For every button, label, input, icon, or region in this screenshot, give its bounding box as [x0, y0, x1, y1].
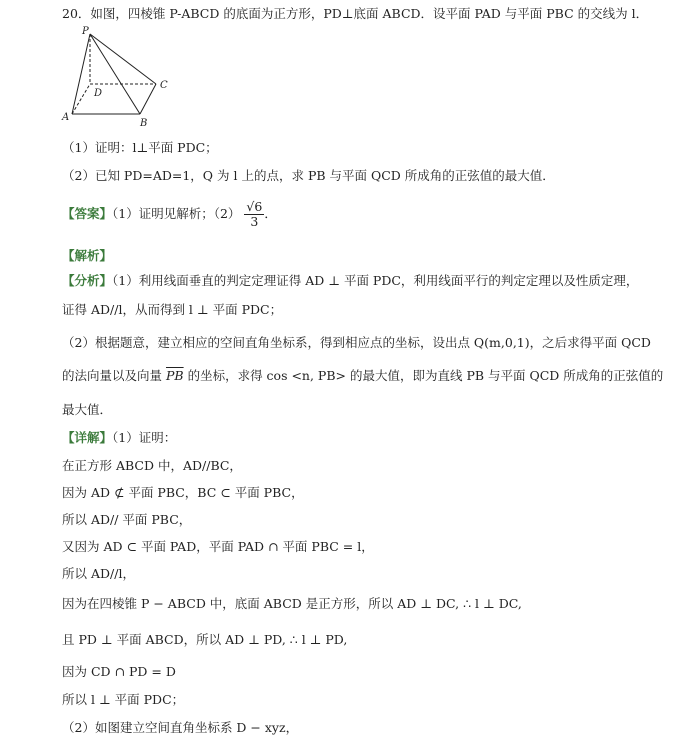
- detail-line: 所以 AD// 平面 PBC，: [62, 512, 192, 527]
- answer-tag: 【答案】: [62, 205, 113, 221]
- analysis-tag: 【解析】: [62, 248, 113, 263]
- detail-line: 又因为 AD ⊂ 平面 PAD，平面 PAD ∩ 平面 PBC = l，: [62, 539, 374, 554]
- answer-end: ．: [264, 205, 277, 221]
- answer-line: [62, 200, 277, 229]
- detail-line: 所以 AD//l，: [62, 566, 135, 581]
- answer-fraction: [244, 200, 264, 229]
- edge-BC: [140, 84, 156, 114]
- detail-line: 所以 l ⊥ 平面 PDC；: [62, 692, 185, 707]
- fraction-denominator: 3: [250, 213, 259, 229]
- edge-PB: [90, 34, 140, 114]
- detail-tag: 【详解】: [62, 430, 113, 445]
- fenxi-line: [62, 271, 638, 289]
- analysis-line2: 证得 AD//l，从而得到 l ⊥ 平面 PDC；: [62, 302, 283, 317]
- detail-line: 因为在四棱锥 P − ABCD 中，底面 ABCD 是正方形，所以 AD ⊥ DC, ∴ l ⊥ DC,: [62, 596, 522, 611]
- label-C: C: [160, 80, 168, 91]
- analysis-line1: （1）利用线面垂直的判定定理证得 AD ⊥ 平面 PDC，利用线面平行的判定定理以及性质定理，: [112, 273, 639, 288]
- detail-line: 且 PD ⊥ 平面 ABCD，所以 AD ⊥ PD, ∴ l ⊥ PD,: [62, 632, 348, 647]
- detail-line: 因为 AD ⊄ 平面 PBC，BC ⊂ 平面 PBC，: [62, 485, 304, 500]
- detail-first: （1）证明：: [112, 430, 177, 445]
- analysis-line4-b: 的坐标，求得 cos <n, PB> 的最大值，即为直线 PB 与平面 QCD 所成角的正弦值的: [183, 368, 664, 383]
- fraction-numerator: √6: [246, 199, 263, 214]
- vector-pb: $\overline{PB}$: [165, 368, 184, 383]
- analysis-line4-a: 的法向量以及向量: [62, 368, 166, 383]
- label-B: B: [140, 118, 148, 129]
- label-D: D: [94, 88, 103, 99]
- fenxi-tag: 【分析】: [62, 273, 113, 288]
- analysis-line5: 最大值．: [62, 402, 113, 417]
- edge-PC: [90, 34, 156, 84]
- detail-header: [62, 428, 176, 446]
- edge-AD: [72, 84, 90, 114]
- edge-PA: [72, 34, 90, 114]
- question-part1: （1）证明：l⊥平面 PDC；: [62, 140, 218, 155]
- analysis-line3: （2）根据题意，建立相应的空间直角坐标系，得到相应点的坐标，设出点 Q(m,0,1)，之后求得平面 QCD: [62, 335, 651, 350]
- analysis-line4: [62, 366, 663, 384]
- label-A: A: [62, 112, 70, 123]
- answer-text: （1）证明见解析；（2）: [112, 205, 241, 221]
- pyramid-figure: [60, 22, 190, 132]
- question-header: 20．如图，四棱锥 P-ABCD 的底面为正方形，PD⊥底面 ABCD．设平面 PAD 与平面 PBC 的交线为 l．: [62, 6, 649, 21]
- detail-line: 在正方形 ABCD 中，AD//BC，: [62, 458, 242, 473]
- label-P: P: [82, 26, 89, 37]
- detail-line: （2）如图建立空间直角坐标系 D − xyz，: [62, 720, 299, 735]
- question-part2: （2）已知 PD=AD=1，Q 为 l 上的点，求 PB 与平面 QCD 所成角的正弦值的最大值．: [62, 168, 555, 183]
- detail-line: 因为 CD ∩ PD = D: [62, 664, 176, 679]
